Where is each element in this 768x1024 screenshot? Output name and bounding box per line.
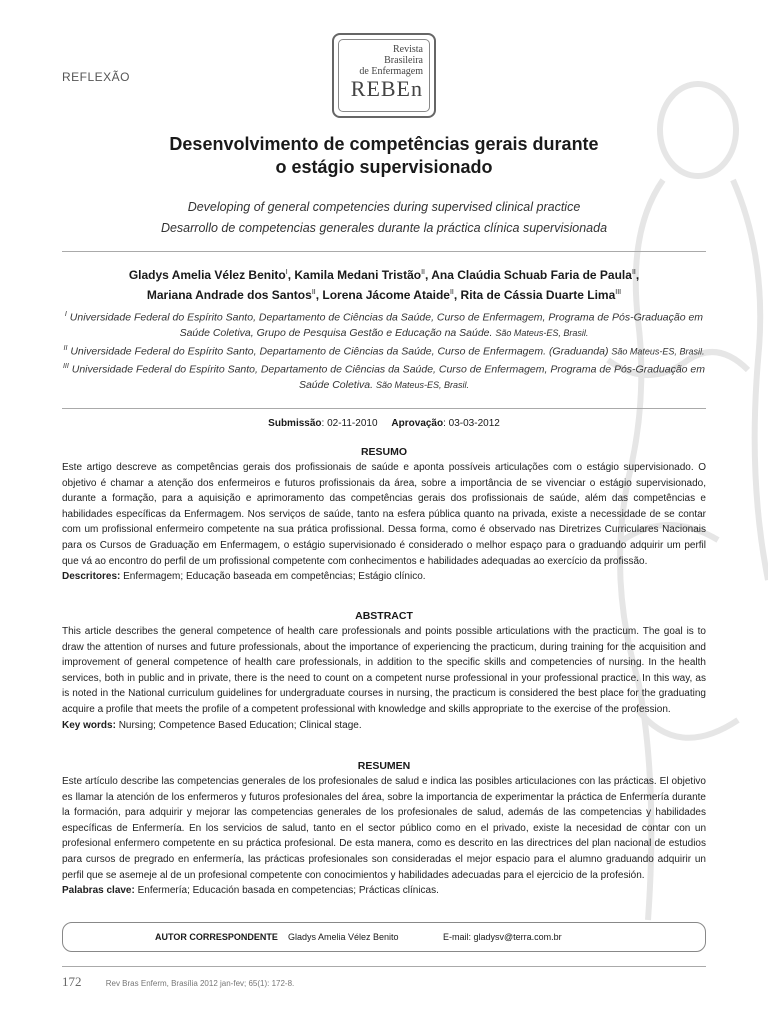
page-number: 172 [62, 974, 82, 989]
author-name: Ana Claúdia Schuab Faria de Paula [431, 268, 632, 282]
citation: Rev Bras Enferm, Brasília 2012 jan-fev; 65(1): 172-8. [105, 979, 295, 988]
divider [62, 966, 706, 967]
resumen-text: Este artículo describe las competencias generales de los profesionales de salud e indica las posibles articulaciones con las prácticas. El objetivo es llamar la atención de los enfermeros y futuros profesionales del área, sobre la importancia de experimentar la práctica de Enfermería durante la formación, para adquirir y mejorar las competencias generales de los profesionales de salud, además de las competencias y habilidades específicas de Enfermería. En los servicios de salud, tanto en el sector público como en el privado, existe la necesidad de contar con un profesional enfermero competente en su práctica profesional. De esta manera, como es descrito en las directrices del plan nacional de estudios para cursos de pregrado en enfermería, las prácticas profesionales son consideradas el mejor espacio para el alumno graduando adquirir un perfil que se asemeje al de un profesional competente con conocimientos y habilidades adecuadas para el ejercicio de la profesión. [62, 776, 706, 881]
article-title [60, 133, 708, 179]
logo-line: Brasileira [384, 55, 423, 66]
submission-dates: Submissão: 02-11-2010 Aprovação: 03-03-2012 [268, 418, 500, 429]
affiliation-1: $^I$ Universidade Federal do Espírito Santo, Departamento de Ciências da Saúde, Curso de Enfermagem, Programa de Pós-Graduação em Saúde Coletiva, Grupo de Pesquisa Gestão e Educação na Saúde. São Mateus-ES, Brasil. [64, 311, 704, 339]
resumo-body [62, 460, 706, 585]
title-line-2: o estágio supervisionado [275, 157, 493, 177]
affiliation-2: $^{II}$ Universidade Federal do Espírito Santo, Departamento de Ciências da Saúde, Curso de Enfermagem. (Graduanda) São Mateus-ES, Brasil. [63, 344, 705, 357]
affiliations [60, 307, 708, 393]
author-list: Gladys Amelia Vélez Benito$^I$, Kamila Medani Tristão$^{II}$, Ana Claúdia Schuab Faria de Paula$^{II}$, Mariana Andrade dos Santos$^{II}$, Lorena Jácome Ataide$^{II}$, Rita de Cássia Duarte Lima$^{III}$ [128, 268, 640, 302]
resumen-body [62, 774, 706, 899]
corresponding-email: E-mail: gladysv@terra.com.br [443, 932, 562, 942]
page-footer [62, 974, 294, 990]
resumen-heading: RESUMEN [357, 760, 411, 772]
title-english: Developing of general competencies during supervised clinical practice [187, 200, 581, 214]
corresponding-name: Gladys Amelia Vélez Benito [288, 932, 399, 942]
author-name: Rita de Cássia Duarte Lima [460, 288, 616, 302]
logo-line: de Enfermagem [359, 66, 423, 77]
divider [62, 408, 706, 409]
logo-line: Revista [393, 44, 423, 55]
corresponding-label: AUTOR CORRESPONDENTE [155, 932, 278, 942]
resumo-keywords: Descritores: Enfermagem; Educação baseada em competências; Estágio clínico. [62, 571, 426, 583]
corresponding-author-box [62, 922, 706, 952]
resumo-heading: RESUMO [360, 446, 408, 458]
title-line-1: Desenvolvimento de competências gerais durante [169, 134, 599, 154]
author-name: Mariana Andrade dos Santos [146, 288, 312, 302]
title-spanish: Desarrollo de competencias generales durante la práctica clínica supervisionada [160, 221, 608, 235]
author-name: Kamila Medani Tristão [294, 268, 422, 282]
section-label: REFLEXÃO [62, 70, 131, 84]
author-name: Gladys Amelia Vélez Benito [128, 268, 286, 282]
abstract-heading: ABSTRACT [355, 610, 413, 622]
abstract-body [62, 624, 706, 733]
author-name: Lorena Jácome Ataide [322, 288, 450, 302]
logo-brand: REBEn [350, 76, 423, 101]
resumen-keywords: Palabras clave: Enfermería; Educación basada en competencias; Prácticas clínicas. [62, 885, 439, 897]
abstract-keywords: Key words: Nursing; Competence Based Education; Clinical stage. [62, 719, 362, 731]
journal-logo [332, 33, 436, 118]
abstract-text: This article describes the general competence of health care professionals and points possible articulations with the practicum. The goal is to draw the attention of nurses and future professionals, about the importance of experiencing the practicum, during training for the acquisition and improvement of general competence of health care professionals, in addition to the specific skills and competencies of nursing. In the health services, both in public and in private, there is the need to count on a competent nurse professional in your professional practice. In this way, as is noted in the National curriculum guidelines for undergraduate courses in nursing, the practicum is considered the best place for the graduating acquire a profile that meets the profile of a competent professional with knowledge and skills appropriate to the exercise of the profession. [62, 626, 706, 715]
divider [62, 251, 706, 252]
affiliation-3: $^{III}$ Universidade Federal do Espírito Santo, Departamento de Ciências da Saúde, Curso de Enfermagem, Programa de Pós-Graduação em Saúde Coletiva. São Mateus-ES, Brasil. [62, 363, 706, 391]
resumo-text: Este artigo descreve as competências gerais dos profissionais de saúde e aponta possíveis articulações com o estágio supervisionado. O objetivo é chamar a atenção dos enfermeiros e futuros profissionais da área, sobre a importância de se vivenciar o estágio supervisionado, durante a formação, para a aquisição e aprimoramento das competências gerais dos profissionais de saúde, além das competências e habilidades específicas da Enfermagem. Nos serviços de saúde, tanto na esfera pública quanto na privada, existe a necessidade de se contar com um profissional enfermeiro competente na sua prática profissional. Dessa forma, como é observado nas Diretrizes Curriculares Nacionais para os Cursos de Graduação em Enfermagem, o estágio supervisionado é considerado o melhor espaço para o graduando adquirir um perfil que vá ao encontro do perfil de um profissional competente com conhecimentos e habilidades adequadas ao exercício da profissão. [62, 462, 706, 567]
